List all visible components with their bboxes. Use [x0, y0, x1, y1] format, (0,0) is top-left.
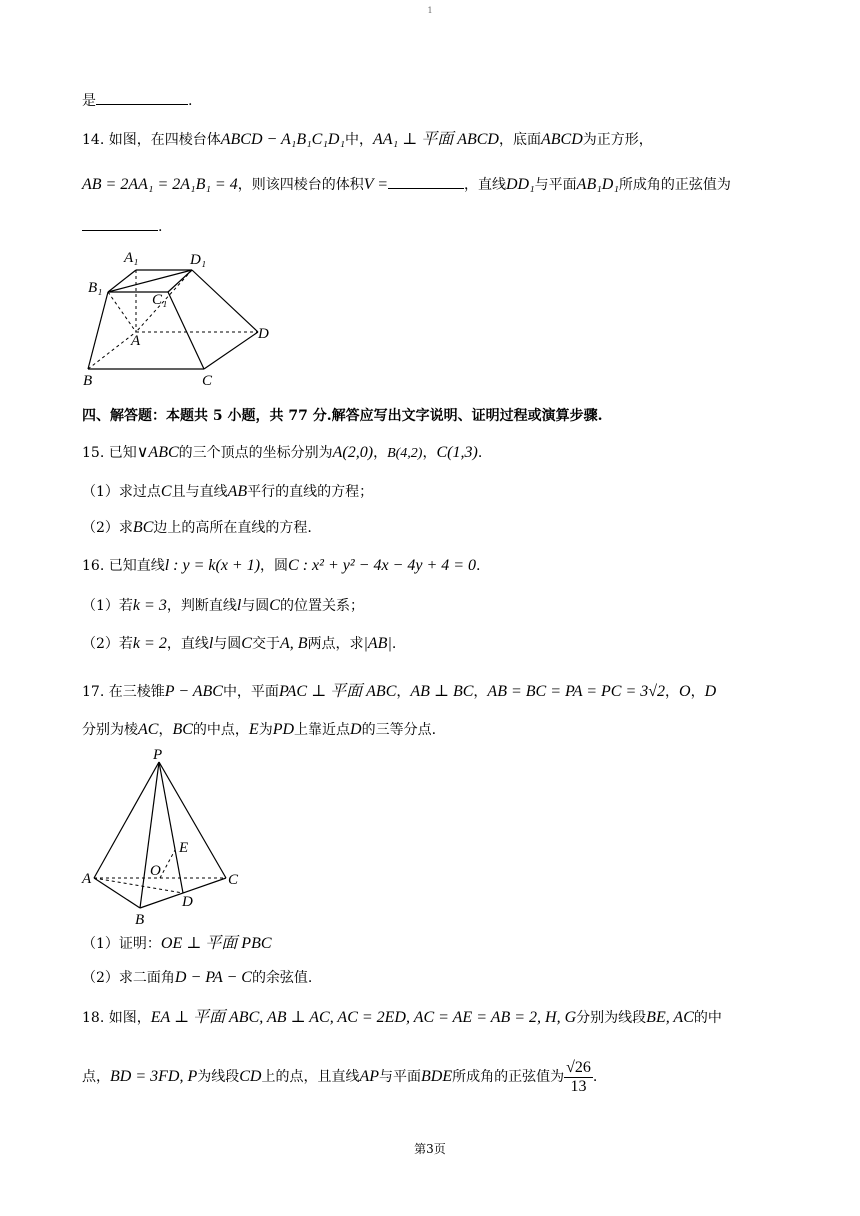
q18-fraction: [564, 1059, 593, 1096]
q16-part1-text: ，判断直线: [166, 598, 237, 614]
q17-text: ，: [665, 684, 680, 700]
label-D1: D₁: [190, 252, 207, 268]
q17-part1-expr: OE ⊥ 平面 PBC: [160, 935, 272, 952]
q17-text: 的中点，: [192, 722, 249, 738]
q18-line-ap: AP: [359, 1068, 380, 1085]
q14-length-expr: AB = 2AA₁ = 2A₁B₁ = 4: [82, 176, 238, 193]
q14-text: 所成角的正弦值为: [618, 177, 731, 193]
q14-frustum-figure: [80, 246, 280, 391]
q18-plane-bde: BDE: [421, 1068, 453, 1085]
q18-text: 的中: [693, 1010, 722, 1026]
q18-stem-line2: 点，BD = 3FD, P为线段CD上的点，且直线AP与平面BDE所成角的正弦值为 $\frac{√26}{13}$ .: [82, 1058, 598, 1095]
q15-point-b: B(4,2): [387, 446, 423, 461]
q17-point-d: D: [704, 683, 717, 700]
q16-circle-expr: C : x² + y² − 4x − 4y + 4 = 0: [288, 557, 477, 574]
q16-circle-c: C: [241, 635, 252, 652]
q18-vector-expr: BD = 3FD, P: [110, 1068, 198, 1085]
label-A: A: [82, 871, 92, 887]
q16-number: 16.: [82, 558, 105, 574]
q16-text: ，圆: [260, 558, 289, 574]
q17-part1-text: （1）证明：: [82, 936, 161, 952]
q15-text: 已知: [108, 445, 137, 461]
q15-part2-text: （2）求: [82, 520, 133, 536]
q17-stem-line2: 分别为棱AC，BC的中点，E为PD上靠近点D的三等分点.: [82, 721, 437, 738]
q17-point-o: O: [679, 683, 691, 700]
q15-side: BC: [132, 519, 154, 536]
q17-part2-expr: D − PA − C: [174, 969, 252, 986]
q13-tail-text: 是: [82, 93, 96, 109]
q17-plane-perp: PAC ⊥ 平面 ABC: [278, 683, 397, 700]
q14-text: 如图，在四棱台体: [108, 132, 221, 148]
q16-k-value: k = 3: [132, 597, 167, 614]
q16-line-l: l: [236, 597, 242, 614]
q16-line-l: l: [208, 635, 214, 652]
q17-length-eq: AB = BC = PA = PC = 3√2: [487, 683, 666, 700]
q17-text: ，: [396, 684, 411, 700]
q17-part2-text: （2）求二面角: [82, 970, 175, 986]
label-A1: A₁: [124, 250, 139, 266]
q17-text: 分别为棱: [82, 722, 138, 738]
label-A: A: [131, 333, 141, 349]
label-B: B: [83, 373, 93, 389]
label-C: C: [228, 872, 239, 888]
q18-text: 所成角的正弦值为: [452, 1069, 565, 1085]
q15-number: 15.: [82, 445, 105, 461]
q15-stem: 15. 已知∨ABC的三个顶点的坐标分别为A(2,0)，B(4,2)，C(1,3).: [82, 444, 483, 461]
q15-part1: [82, 482, 373, 502]
q15-point: C: [160, 483, 172, 500]
q17-pyramid: P − ABC: [164, 683, 223, 700]
q17-segment-pd: PD: [272, 721, 295, 738]
q16-part2-text: 两点，求: [307, 636, 364, 652]
q17-text: 上靠近点: [294, 722, 351, 738]
q16-part2-text: （2）若: [82, 636, 133, 652]
q15-point-a: A(2,0): [332, 444, 374, 461]
label-C: C: [202, 373, 213, 389]
label-E: E: [179, 840, 189, 856]
q18-text: 为线段: [197, 1069, 240, 1085]
q14-base-expr: ABCD: [540, 131, 583, 148]
q16-line-expr: l : y = k(x + 1): [164, 557, 261, 574]
q14-line3: .: [82, 216, 162, 237]
q15-part2-text: 边上的高所在直线的方程.: [153, 520, 312, 536]
q17-line-perp: AB ⊥ BC: [410, 683, 474, 700]
q16-part1-text: 与圆: [241, 598, 270, 614]
q18-text: 分别为线段: [576, 1010, 647, 1026]
label-B1: B₁: [88, 280, 103, 296]
q18-text: 如图，: [108, 1010, 151, 1026]
q14-text: ，直线: [464, 177, 506, 193]
label-B: B: [135, 912, 145, 928]
q18-stem-line1: [82, 1008, 722, 1028]
q15-part1-text: （1）求过点: [82, 484, 161, 500]
fraction-numerator: √26: [566, 1058, 591, 1076]
q17-text: 的三等分点.: [361, 722, 437, 738]
q17-part1: [82, 934, 272, 954]
q14-text: 与平面: [534, 177, 577, 193]
label-P: P: [153, 747, 163, 763]
label-C1: C₁: [152, 292, 168, 308]
q17-text: 在三棱锥: [108, 684, 165, 700]
q18-segments: BE, AC: [646, 1009, 694, 1026]
q14-number: 14.: [82, 132, 105, 148]
page-footer: 第3页: [414, 1142, 446, 1156]
q15-line: AB: [227, 483, 248, 500]
q14-text: ，底面: [498, 132, 541, 148]
q14-plane-expr: AB₁D₁: [576, 176, 619, 193]
q16-circle-c: C: [269, 597, 280, 614]
page-top-mark: 1: [427, 6, 433, 15]
label-D: D: [182, 894, 193, 910]
fraction-denominator: 13: [570, 1077, 587, 1095]
q14-line-expr: DD₁: [506, 176, 535, 193]
q17-pyramid-figure: [80, 744, 250, 929]
q17-part2-text: 的余弦值.: [251, 970, 313, 986]
q18-number: 18.: [82, 1010, 105, 1026]
section-heading: 四、解答题：本题共 5 小题，共 77 分.解答应写出文字说明、证明过程或演算步骤.: [82, 408, 603, 424]
q14-text: 中，: [345, 132, 374, 148]
q18-text: 与平面: [379, 1069, 422, 1085]
q14-solid-name: ABCD − A₁B₁C₁D₁: [220, 131, 346, 148]
q16-part1-text: 的位置关系；: [279, 598, 364, 614]
q17-edge-ac: AC: [138, 721, 159, 738]
q17-number: 17.: [82, 684, 105, 700]
q13-tail: 是 .: [82, 90, 192, 111]
q15-point-c: C(1,3): [436, 444, 478, 461]
q14-line2: [82, 174, 731, 195]
q18-conditions: EA ⊥ 平面 ABC, AB ⊥ AC, AC = 2ED, AC = AE = AB = 2, H, G: [150, 1009, 577, 1026]
q15-part1-text: 且与直线: [171, 484, 228, 500]
q17-text: 为: [258, 722, 273, 738]
q15-part2: [82, 518, 312, 538]
q17-edge-bc: BC: [172, 721, 193, 738]
q16-abs-ab: |AB|: [363, 635, 392, 652]
q16-part2-text: 交于: [251, 636, 280, 652]
q15-text: 的三个顶点的坐标分别为: [178, 445, 333, 461]
q16-part1-text: （1）若: [82, 598, 133, 614]
q17-point-d: D: [350, 721, 362, 738]
answer-blank: [82, 216, 158, 231]
q14-perp-expr: AA₁ ⊥ 平面 ABCD: [373, 131, 499, 148]
q17-text: ，: [473, 684, 488, 700]
q16-part2-text: 与圆: [213, 636, 242, 652]
q16-k-value: k = 2: [132, 635, 167, 652]
q16-part2-text: ，直线: [166, 636, 209, 652]
q17-part2: [82, 968, 312, 988]
q18-text: 上的点，且直线: [261, 1069, 360, 1085]
q15-part1-text: 平行的直线的方程；: [247, 484, 374, 500]
q14-text: ，则该四棱台的体积: [237, 177, 364, 193]
q16-points: A, B: [279, 635, 308, 652]
q16-part2: （2）若k = 2，直线l与圆C交于A, B两点，求|AB|.: [82, 635, 397, 652]
q16-text: 已知直线: [108, 558, 165, 574]
q18-segment-cd: CD: [239, 1068, 262, 1085]
q16-part1: [82, 596, 364, 616]
q15-triangle: ∨ABC: [136, 444, 179, 461]
q17-text: 中，平面: [222, 684, 279, 700]
q16-stem: 16. 已知直线l : y = k(x + 1)，圆C : x² + y² − 4x − 4y + 4 = 0.: [82, 557, 481, 574]
answer-blank: [96, 90, 188, 105]
q14-text: 为正方形，: [582, 132, 653, 148]
label-D: D: [258, 326, 269, 342]
q17-point-e: E: [248, 721, 259, 738]
answer-blank: [388, 174, 464, 189]
q18-text: 点，: [82, 1069, 110, 1085]
q14-volume-expr: V =: [363, 176, 388, 193]
label-O: O: [150, 863, 161, 879]
q14-line1: [82, 130, 653, 150]
q17-stem-line1: 17. 在三棱锥P − ABC中，平面PAC ⊥ 平面 ABC，AB ⊥ BC，AB = BC = PA = PC = 3√2，O，D: [82, 683, 717, 700]
